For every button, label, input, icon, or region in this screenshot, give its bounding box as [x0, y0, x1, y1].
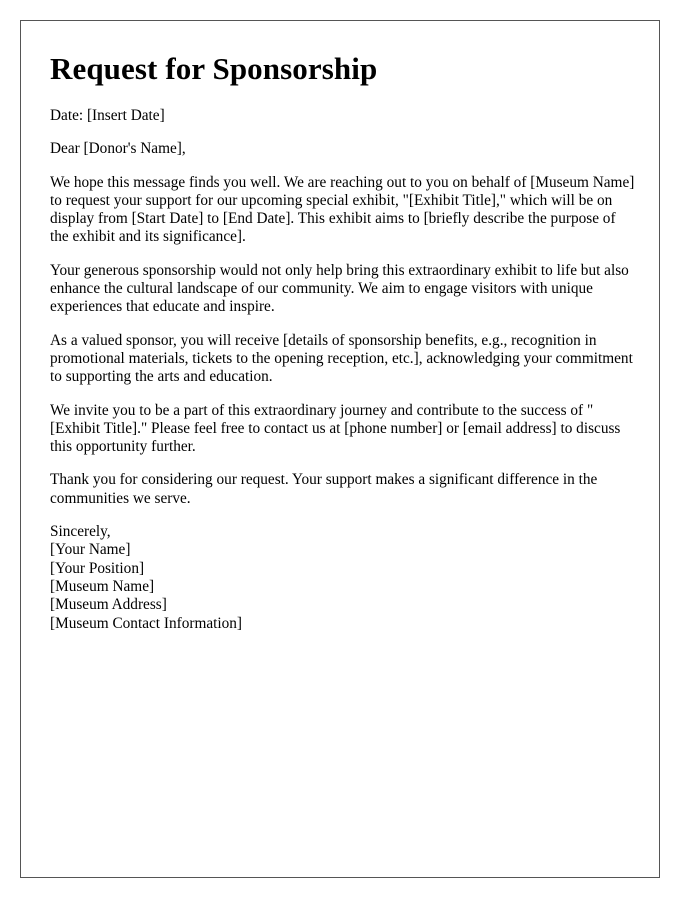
letter-title: Request for Sponsorship	[50, 51, 378, 86]
body-paragraph-3: As a valued sponsor, you will receive [details of sponsorship benefits, e.g., recognition in promotional materials, tickets to the opening reception, etc.], acknowledging your commitment to supporting the arts and education.	[50, 331, 633, 386]
letter-page	[20, 20, 660, 878]
closing-salutation: Sincerely,	[50, 523, 111, 541]
greeting: Dear [Donor's Name],	[50, 140, 186, 158]
body-paragraph-4: We invite you to be a part of this extraordinary journey and contribute to the success of "[Exhibit Title]." Please feel free to contact us at [phone number] or [email address] to discuss this opportunity further.	[50, 401, 621, 456]
signature-name: [Your Name]	[50, 541, 131, 559]
letter-content	[50, 51, 635, 633]
signature-block	[50, 523, 635, 633]
body-paragraph-2: Your generous sponsorship would not only help bring this extraordinary exhibit to life but also enhance the cultural landscape of our community. We aim to engage visitors with unique experiences that educate and inspire.	[50, 261, 629, 316]
body-paragraph-5: Thank you for considering our request. Your support makes a significant difference in the communities we serve.	[50, 471, 598, 507]
signature-contact-info: [Museum Contact Information]	[50, 614, 243, 632]
body-paragraph-1: We hope this message finds you well. We are reaching out to you on behalf of [Museum Name] to request your support for our upcoming special exhibit, "[Exhibit Title]," which will be on display from [Start Date] to [End Date]. This exhibit aims to [briefly describe the purpose of the exhibit and its significance].	[50, 173, 635, 246]
signature-museum-address: [Museum Address]	[50, 596, 167, 614]
signature-museum-name: [Museum Name]	[50, 577, 155, 595]
signature-position: [Your Position]	[50, 559, 145, 577]
date-line: Date: [Insert Date]	[50, 107, 165, 124]
